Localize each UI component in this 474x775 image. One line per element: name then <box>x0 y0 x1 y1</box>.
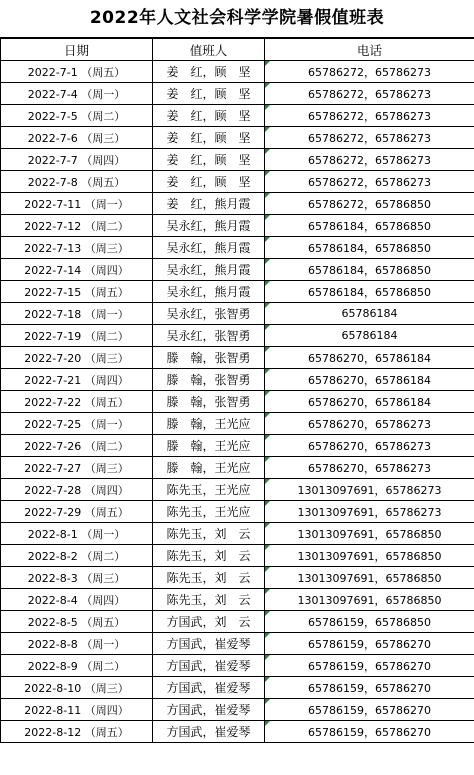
phone-cell: 65786184，65786850 <box>265 259 474 281</box>
table-row <box>1 259 474 281</box>
table-row <box>1 457 474 479</box>
date-cell: 2022-7-15 （周五） <box>1 281 153 303</box>
date-cell: 2022-8-3 （周三） <box>1 567 153 589</box>
date-cell: 2022-7-13 （周三） <box>1 237 153 259</box>
duty-cell: 滕 翰，张智勇 <box>153 347 265 369</box>
duty-cell: 姜 红，顾 坚 <box>153 61 265 83</box>
table-row <box>1 237 474 259</box>
duty-cell: 吴永红，熊月霞 <box>153 237 265 259</box>
phone-cell: 65786159，65786270 <box>265 699 474 721</box>
phone-cell: 13013097691，65786850 <box>265 589 474 611</box>
date-cell: 2022-7-5 （周二） <box>1 105 153 127</box>
date-cell: 2022-8-11 （周四） <box>1 699 153 721</box>
phone-cell: 65786184 <box>265 325 474 347</box>
table-row <box>1 391 474 413</box>
table-row <box>1 149 474 171</box>
table-row <box>1 347 474 369</box>
duty-cell: 姜 红，熊月霞 <box>153 193 265 215</box>
table-row <box>1 171 474 193</box>
duty-cell: 姜 红，顾 坚 <box>153 171 265 193</box>
date-cell: 2022-8-10 （周三） <box>1 677 153 699</box>
phone-cell: 65786272，65786850 <box>265 193 474 215</box>
phone-cell: 65786272，65786273 <box>265 171 474 193</box>
table-row <box>1 589 474 611</box>
date-cell: 2022-7-19 （周二） <box>1 325 153 347</box>
phone-cell: 65786159，65786270 <box>265 633 474 655</box>
duty-cell: 方国武，崔爱琴 <box>153 721 265 743</box>
duty-cell: 吴永红，熊月霞 <box>153 259 265 281</box>
duty-cell: 方国武，崔爱琴 <box>153 655 265 677</box>
table-row <box>1 303 474 325</box>
header-duty: 值班人 <box>153 39 265 61</box>
duty-cell: 吴永红，熊月霞 <box>153 215 265 237</box>
phone-cell: 65786184，65786850 <box>265 215 474 237</box>
duty-cell: 吴永红，熊月霞 <box>153 281 265 303</box>
phone-cell: 65786159，65786270 <box>265 655 474 677</box>
table-row <box>1 413 474 435</box>
table-row <box>1 721 474 743</box>
table-row <box>1 567 474 589</box>
date-cell: 2022-7-25 （周一） <box>1 413 153 435</box>
table-row <box>1 677 474 699</box>
table-row <box>1 369 474 391</box>
phone-cell: 65786270，65786273 <box>265 435 474 457</box>
duty-cell: 吴永红，张智勇 <box>153 303 265 325</box>
phone-cell: 65786270，65786273 <box>265 457 474 479</box>
date-cell: 2022-8-2 （周二） <box>1 545 153 567</box>
duty-cell: 陈先玉，刘 云 <box>153 545 265 567</box>
table-row <box>1 127 474 149</box>
duty-cell: 方国武，崔爱琴 <box>153 633 265 655</box>
duty-cell: 陈先玉，王光应 <box>153 479 265 501</box>
duty-cell: 姜 红，顾 坚 <box>153 83 265 105</box>
date-cell: 2022-8-1 （周一） <box>1 523 153 545</box>
date-cell: 2022-7-28 （周四） <box>1 479 153 501</box>
table-row <box>1 479 474 501</box>
duty-cell: 滕 翰，张智勇 <box>153 391 265 413</box>
phone-cell: 65786184 <box>265 303 474 325</box>
date-cell: 2022-7-18 （周一） <box>1 303 153 325</box>
table-row <box>1 655 474 677</box>
phone-cell: 65786270，65786184 <box>265 369 474 391</box>
phone-cell: 65786272，65786273 <box>265 149 474 171</box>
phone-cell: 65786184，65786850 <box>265 237 474 259</box>
phone-cell: 65786272，65786273 <box>265 61 474 83</box>
duty-cell: 滕 翰，张智勇 <box>153 369 265 391</box>
header-row <box>1 39 474 61</box>
date-cell: 2022-7-8 （周五） <box>1 171 153 193</box>
table-row <box>1 523 474 545</box>
table-row <box>1 633 474 655</box>
phone-cell: 65786270，65786184 <box>265 391 474 413</box>
phone-cell: 65786270，65786273 <box>265 413 474 435</box>
table-row <box>1 83 474 105</box>
phone-cell: 13013097691，65786850 <box>265 523 474 545</box>
table-body <box>1 61 474 743</box>
duty-cell: 滕 翰，王光应 <box>153 457 265 479</box>
table-row <box>1 215 474 237</box>
date-cell: 2022-7-14 （周四） <box>1 259 153 281</box>
table-row <box>1 699 474 721</box>
phone-cell: 65786159，65786270 <box>265 721 474 743</box>
date-cell: 2022-7-27 （周三） <box>1 457 153 479</box>
date-cell: 2022-7-1 （周五） <box>1 61 153 83</box>
table-row <box>1 281 474 303</box>
duty-cell: 陈先玉，王光应 <box>153 501 265 523</box>
duty-cell: 方国武，崔爱琴 <box>153 699 265 721</box>
table-row <box>1 545 474 567</box>
duty-cell: 姜 红，顾 坚 <box>153 149 265 171</box>
duty-cell: 方国武，刘 云 <box>153 611 265 633</box>
duty-cell: 陈先玉，刘 云 <box>153 589 265 611</box>
table-row <box>1 105 474 127</box>
duty-cell: 陈先玉，刘 云 <box>153 567 265 589</box>
duty-table <box>0 38 474 743</box>
table-row <box>1 193 474 215</box>
phone-cell: 65786159，65786270 <box>265 677 474 699</box>
date-cell: 2022-8-9 （周二） <box>1 655 153 677</box>
phone-cell: 65786272，65786273 <box>265 105 474 127</box>
phone-cell: 13013097691，65786850 <box>265 545 474 567</box>
date-cell: 2022-7-21 （周四） <box>1 369 153 391</box>
phone-cell: 65786159，65786850 <box>265 611 474 633</box>
duty-cell: 姜 红，顾 坚 <box>153 127 265 149</box>
date-cell: 2022-8-8 （周一） <box>1 633 153 655</box>
date-cell: 2022-8-5 （周五） <box>1 611 153 633</box>
table-row <box>1 435 474 457</box>
date-cell: 2022-8-12 （周五） <box>1 721 153 743</box>
table-row <box>1 61 474 83</box>
phone-cell: 65786184，65786850 <box>265 281 474 303</box>
duty-cell: 方国武，崔爱琴 <box>153 677 265 699</box>
phone-cell: 65786270，65786184 <box>265 347 474 369</box>
duty-cell: 吴永红，张智勇 <box>153 325 265 347</box>
phone-cell: 13013097691，65786273 <box>265 479 474 501</box>
duty-cell: 滕 翰，王光应 <box>153 435 265 457</box>
header-date: 日期 <box>1 39 153 61</box>
page-title: 2022年人文社会科学学院暑假值班表 <box>0 0 474 38</box>
duty-cell: 陈先玉，刘 云 <box>153 523 265 545</box>
duty-cell: 滕 翰，王光应 <box>153 413 265 435</box>
phone-cell: 65786272，65786273 <box>265 83 474 105</box>
duty-cell: 姜 红，顾 坚 <box>153 105 265 127</box>
date-cell: 2022-7-12 （周二） <box>1 215 153 237</box>
date-cell: 2022-7-11 （周一） <box>1 193 153 215</box>
table-row <box>1 325 474 347</box>
date-cell: 2022-7-22 （周五） <box>1 391 153 413</box>
date-cell: 2022-7-29 （周五） <box>1 501 153 523</box>
phone-cell: 13013097691，65786850 <box>265 567 474 589</box>
date-cell: 2022-7-20 （周三） <box>1 347 153 369</box>
date-cell: 2022-7-7 （周四） <box>1 149 153 171</box>
date-cell: 2022-8-4 （周四） <box>1 589 153 611</box>
date-cell: 2022-7-4 （周一） <box>1 83 153 105</box>
table-row <box>1 611 474 633</box>
header-phone: 电话 <box>265 39 474 61</box>
table-row <box>1 501 474 523</box>
date-cell: 2022-7-26 （周二） <box>1 435 153 457</box>
phone-cell: 13013097691，65786273 <box>265 501 474 523</box>
phone-cell: 65786272，65786273 <box>265 127 474 149</box>
date-cell: 2022-7-6 （周三） <box>1 127 153 149</box>
